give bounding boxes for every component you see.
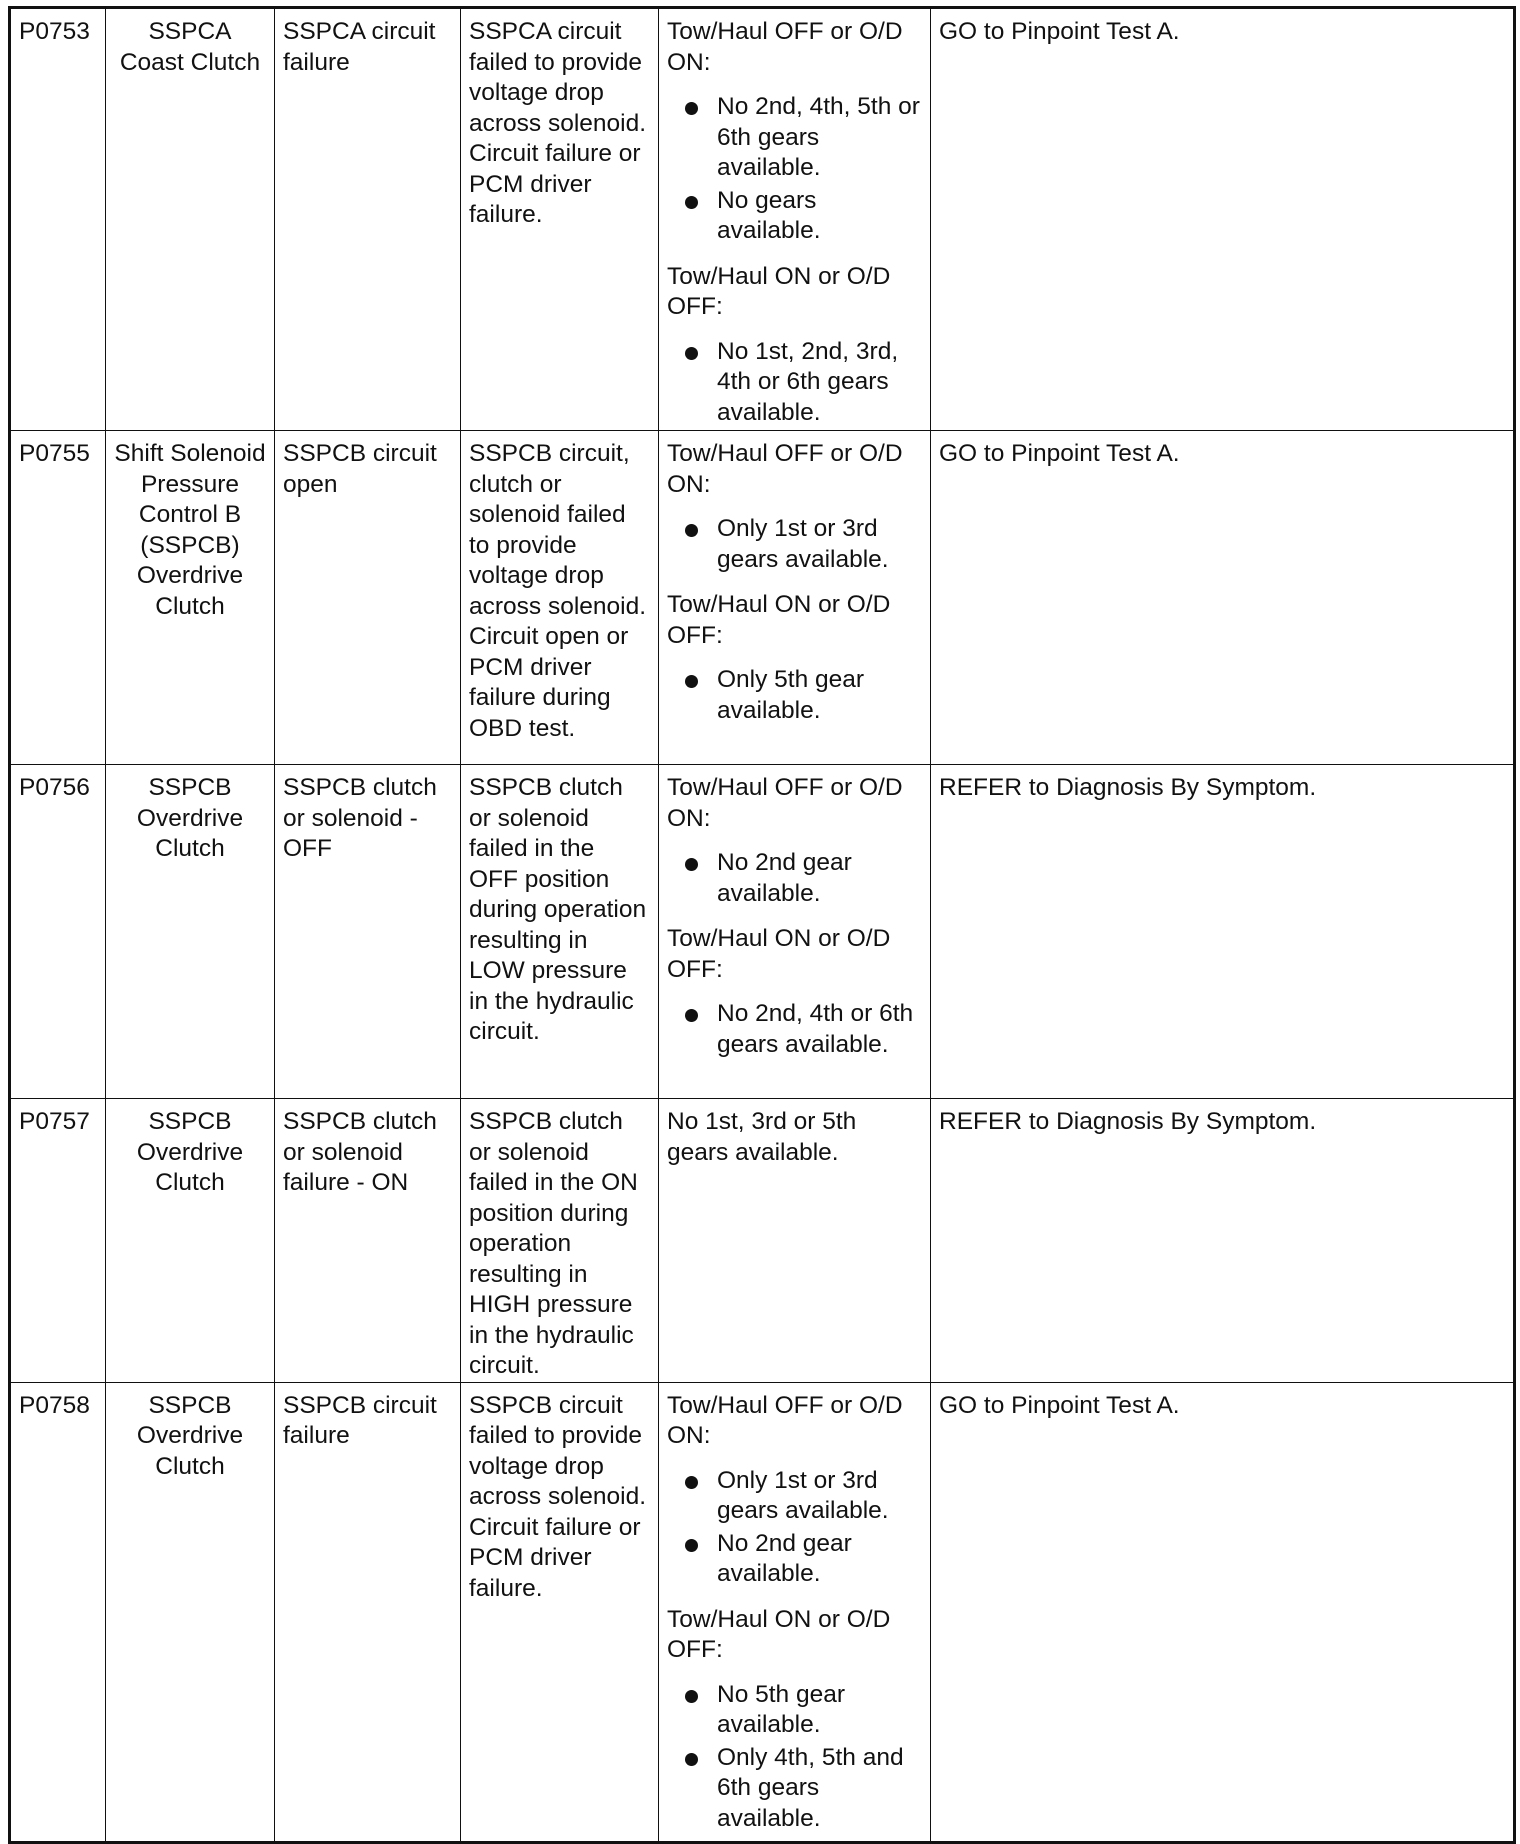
- dtc-table-body: [10, 8, 1515, 1843]
- symptom-item: [683, 665, 922, 726]
- dtc-code-cell: P0753: [10, 8, 106, 431]
- symptom-text: Only 1st or 3rd gears available.: [717, 515, 889, 573]
- symptom-item: [683, 999, 922, 1060]
- symptom-text: No 2nd gear available.: [717, 1529, 852, 1587]
- symptom-item: [683, 186, 922, 247]
- dtc-name-cell: SSPCA Coast Clutch: [106, 8, 275, 431]
- bullet-icon: [685, 196, 698, 209]
- symptom-item: [683, 1743, 922, 1835]
- symptom-item: [683, 1466, 922, 1527]
- symptom-text: No 1st, 2nd, 3rd, 4th or 6th gears available.: [717, 337, 899, 426]
- table-row: [10, 1382, 1515, 1842]
- symptom-heading: Tow/Haul OFF or O/D ON:: [667, 18, 903, 76]
- dtc-action-cell: GO to Pinpoint Test A.: [931, 8, 1515, 431]
- dtc-description-cell: SSPCB clutch or solenoid - OFF: [275, 765, 461, 1099]
- dtc-name-cell: Shift Solenoid Pressure Control B (SSPCB) Overdrive Clutch: [106, 431, 275, 765]
- table-row: [10, 431, 1515, 765]
- symptom-list: [667, 514, 922, 575]
- symptom-text: No 2nd, 4th, 5th or 6th gears available.: [717, 93, 920, 181]
- symptom-heading: Tow/Haul ON or O/D OFF:: [667, 1605, 891, 1663]
- bullet-icon: [685, 347, 698, 360]
- bullet-icon: [685, 1476, 698, 1489]
- symptom-heading: Tow/Haul ON or O/D OFF:: [667, 262, 891, 320]
- dtc-name-cell: SSPCB Overdrive Clutch: [106, 765, 275, 1099]
- symptom-item: [683, 1680, 922, 1741]
- symptom-item: [683, 514, 922, 575]
- dtc-name-cell: SSPCB Overdrive Clutch: [106, 1099, 275, 1383]
- symptom-heading: No 1st, 3rd or 5th gears available.: [667, 1108, 857, 1166]
- table-row: [10, 765, 1515, 1099]
- symptom-heading: Tow/Haul ON or O/D OFF:: [667, 591, 891, 649]
- dtc-action-cell: GO to Pinpoint Test A.: [931, 1382, 1515, 1842]
- dtc-symptom-cell: [659, 1099, 931, 1383]
- bullet-icon: [685, 1539, 698, 1552]
- dtc-action-cell: GO to Pinpoint Test A.: [931, 431, 1515, 765]
- symptom-list: [667, 1680, 922, 1835]
- dtc-table: [8, 6, 1516, 1844]
- bullet-icon: [685, 524, 698, 537]
- dtc-description-cell: SSPCB circuit failure: [275, 1382, 461, 1842]
- bullet-icon: [685, 858, 698, 871]
- symptom-list: [667, 848, 922, 909]
- dtc-symptom-cell: [659, 1382, 931, 1842]
- symptom-item: [683, 92, 922, 184]
- symptom-text: No gears available.: [717, 186, 821, 244]
- dtc-symptom-cell: [659, 765, 931, 1099]
- dtc-action-cell: REFER to Diagnosis By Symptom.: [931, 765, 1515, 1099]
- dtc-condition-cell: SSPCA circuit failed to provide voltage drop across solenoid. Circuit failure or PCM driver failure.: [461, 8, 659, 431]
- symptom-text: Only 5th gear available.: [717, 666, 865, 724]
- symptom-list: [667, 92, 922, 247]
- symptom-heading: Tow/Haul OFF or O/D ON:: [667, 1391, 903, 1449]
- symptom-text: Only 1st or 3rd gears available.: [717, 1466, 889, 1524]
- dtc-code-cell: P0756: [10, 765, 106, 1099]
- bullet-icon: [685, 1690, 698, 1703]
- dtc-condition-cell: SSPCB clutch or solenoid failed in the ON position during operation resulting in HIGH pressure in the hydraulic circuit.: [461, 1099, 659, 1383]
- table-row: [10, 8, 1515, 431]
- dtc-code-cell: P0757: [10, 1099, 106, 1383]
- bullet-icon: [685, 1753, 698, 1766]
- dtc-condition-cell: SSPCB circuit, clutch or solenoid failed to provide voltage drop across solenoid. Circuit open or PCM driver failure during OBD test.: [461, 431, 659, 765]
- symptom-text: Only 4th, 5th and 6th gears available.: [717, 1743, 904, 1832]
- bullet-icon: [685, 102, 698, 115]
- symptom-list: [667, 337, 922, 429]
- symptom-item: [683, 848, 922, 909]
- dtc-description-cell: SSPCB circuit open: [275, 431, 461, 765]
- dtc-action-cell: REFER to Diagnosis By Symptom.: [931, 1099, 1515, 1383]
- symptom-heading: Tow/Haul ON or O/D OFF:: [667, 925, 891, 983]
- bullet-icon: [685, 675, 698, 688]
- symptom-text: No 2nd gear available.: [717, 849, 852, 907]
- symptom-heading: Tow/Haul OFF or O/D ON:: [667, 774, 903, 832]
- symptom-item: [683, 1529, 922, 1590]
- dtc-description-cell: SSPCA circuit failure: [275, 8, 461, 431]
- symptom-list: [667, 665, 922, 726]
- symptom-heading: Tow/Haul OFF or O/D ON:: [667, 440, 903, 498]
- dtc-condition-cell: SSPCB clutch or solenoid failed in the OFF position during operation resulting in LOW pressure in the hydraulic circuit.: [461, 765, 659, 1099]
- dtc-symptom-cell: [659, 8, 931, 431]
- symptom-list: [667, 1466, 922, 1590]
- dtc-description-cell: SSPCB clutch or solenoid failure - ON: [275, 1099, 461, 1383]
- dtc-code-cell: P0758: [10, 1382, 106, 1842]
- dtc-code-cell: P0755: [10, 431, 106, 765]
- symptom-text: No 5th gear available.: [717, 1680, 846, 1738]
- table-row: [10, 1099, 1515, 1383]
- bullet-icon: [685, 1009, 698, 1022]
- dtc-name-cell: SSPCB Overdrive Clutch: [106, 1382, 275, 1842]
- dtc-condition-cell: SSPCB circuit failed to provide voltage drop across solenoid. Circuit failure or PCM driver failure.: [461, 1382, 659, 1842]
- dtc-symptom-cell: [659, 431, 931, 765]
- symptom-text: No 2nd, 4th or 6th gears available.: [717, 1000, 914, 1058]
- symptom-item: [683, 337, 922, 429]
- symptom-list: [667, 999, 922, 1060]
